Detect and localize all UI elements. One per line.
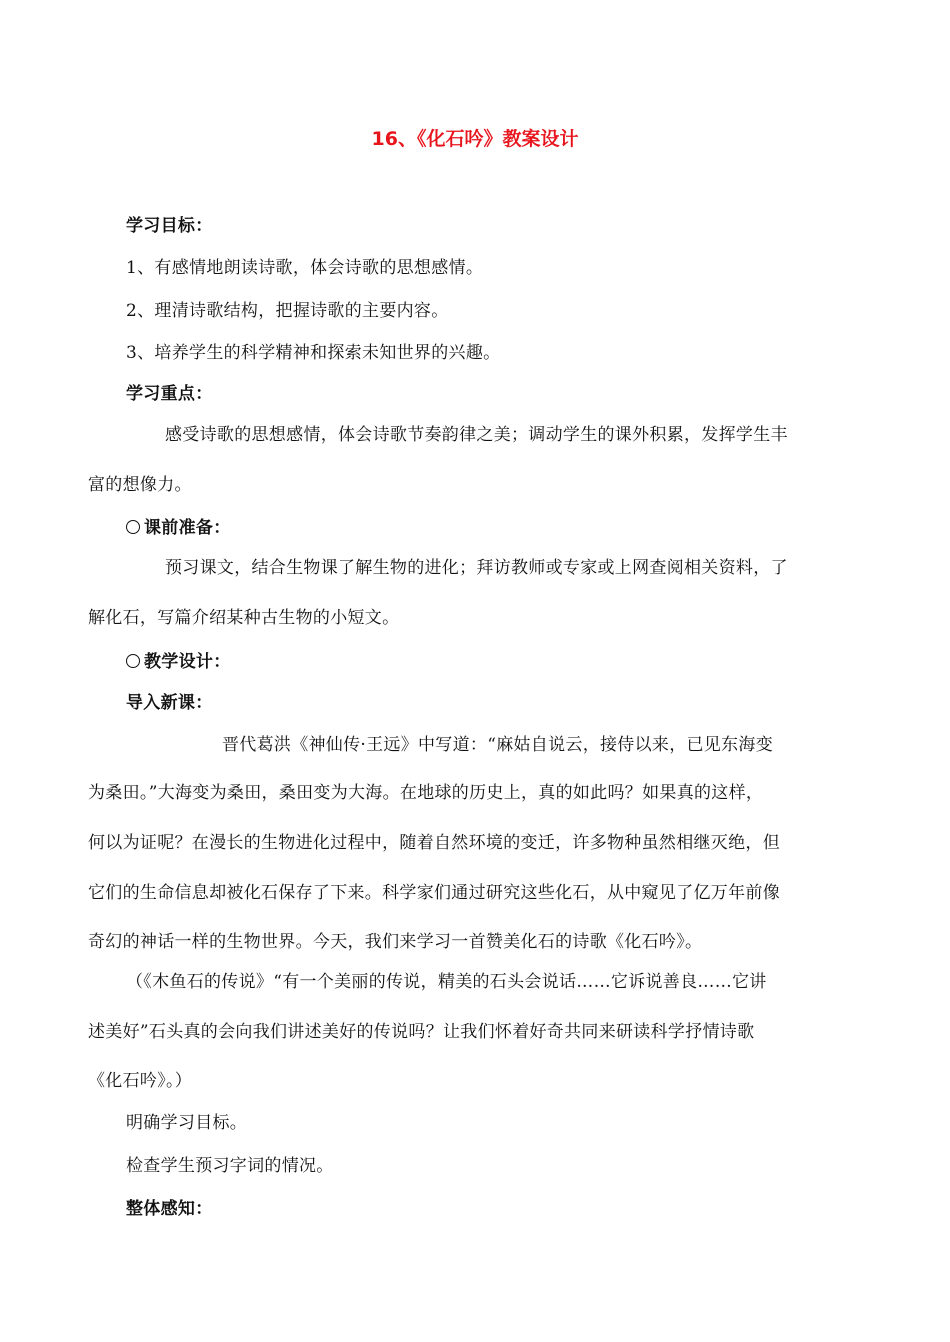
design-heading [126, 647, 231, 672]
focus-text: 富的想像力。 [88, 475, 192, 495]
intro-text: 奇幻的神话一样的生物世界。今天，我们来学习一首赞美化石的诗歌《化石吟》。 [88, 932, 703, 952]
legend-text: （《木鱼石的传说》“有一个美丽的传说，精美的石头会说话……它诉说善良……它讲 [126, 972, 767, 992]
goals-heading: 学习目标： [126, 216, 213, 236]
goal-item: 3、培养学生的科学精神和探索未知世界的兴趣。 [126, 343, 501, 363]
prep-heading [126, 513, 231, 538]
intro-text: 为桑田。”大海变为桑田，桑田变为大海。在地球的历史上，真的如此吗？如果真的这样， [88, 783, 764, 803]
check-text: 检查学生预习字词的情况。 [126, 1156, 334, 1176]
intro-text: 它们的生命信息却被化石保存了下来。科学家们通过研究这些化石，从中窥见了亿万年前像 [88, 883, 780, 903]
focus-heading: 学习重点： [126, 384, 213, 404]
prep-text: 解化石，写篇介绍某种古生物的小短文。 [88, 608, 400, 628]
circle-bullet-icon [126, 654, 140, 668]
intro-heading: 导入新课： [126, 693, 213, 713]
circle-bullet-icon [126, 520, 140, 534]
legend-text: 述美好”石头真的会向我们讲述美好的传说吗？让我们怀着好奇共同来研读科学抒情诗歌 [88, 1022, 755, 1042]
prep-text: 预习课文，结合生物课了解生物的进化；拜访教师或专家或上网查阅相关资料，了 [165, 558, 788, 578]
design-heading-label: 教学设计： [144, 652, 231, 672]
intro-text: 晋代葛洪《神仙传·王远》中写道：“麻姑自说云，接侍以来，已见东海变 [222, 735, 773, 755]
legend-text: 《化石吟》。） [88, 1071, 193, 1091]
overall-heading: 整体感知： [126, 1199, 213, 1219]
prep-heading-label: 课前准备： [144, 518, 231, 538]
focus-text: 感受诗歌的思想感情，体会诗歌节奏韵律之美；调动学生的课外积累，发挥学生丰 [165, 425, 788, 445]
intro-text: 何以为证呢？在漫长的生物进化过程中，随着自然环境的变迁，许多物种虽然相继灭绝，但 [88, 833, 780, 853]
goal-item: 1、有感情地朗读诗歌，体会诗歌的思想感情。 [126, 258, 484, 278]
goal-item: 2、理清诗歌结构，把握诗歌的主要内容。 [126, 301, 449, 321]
document-title: 16、《化石吟》教案设计 [371, 128, 579, 150]
clarify-text: 明确学习目标。 [126, 1113, 248, 1133]
